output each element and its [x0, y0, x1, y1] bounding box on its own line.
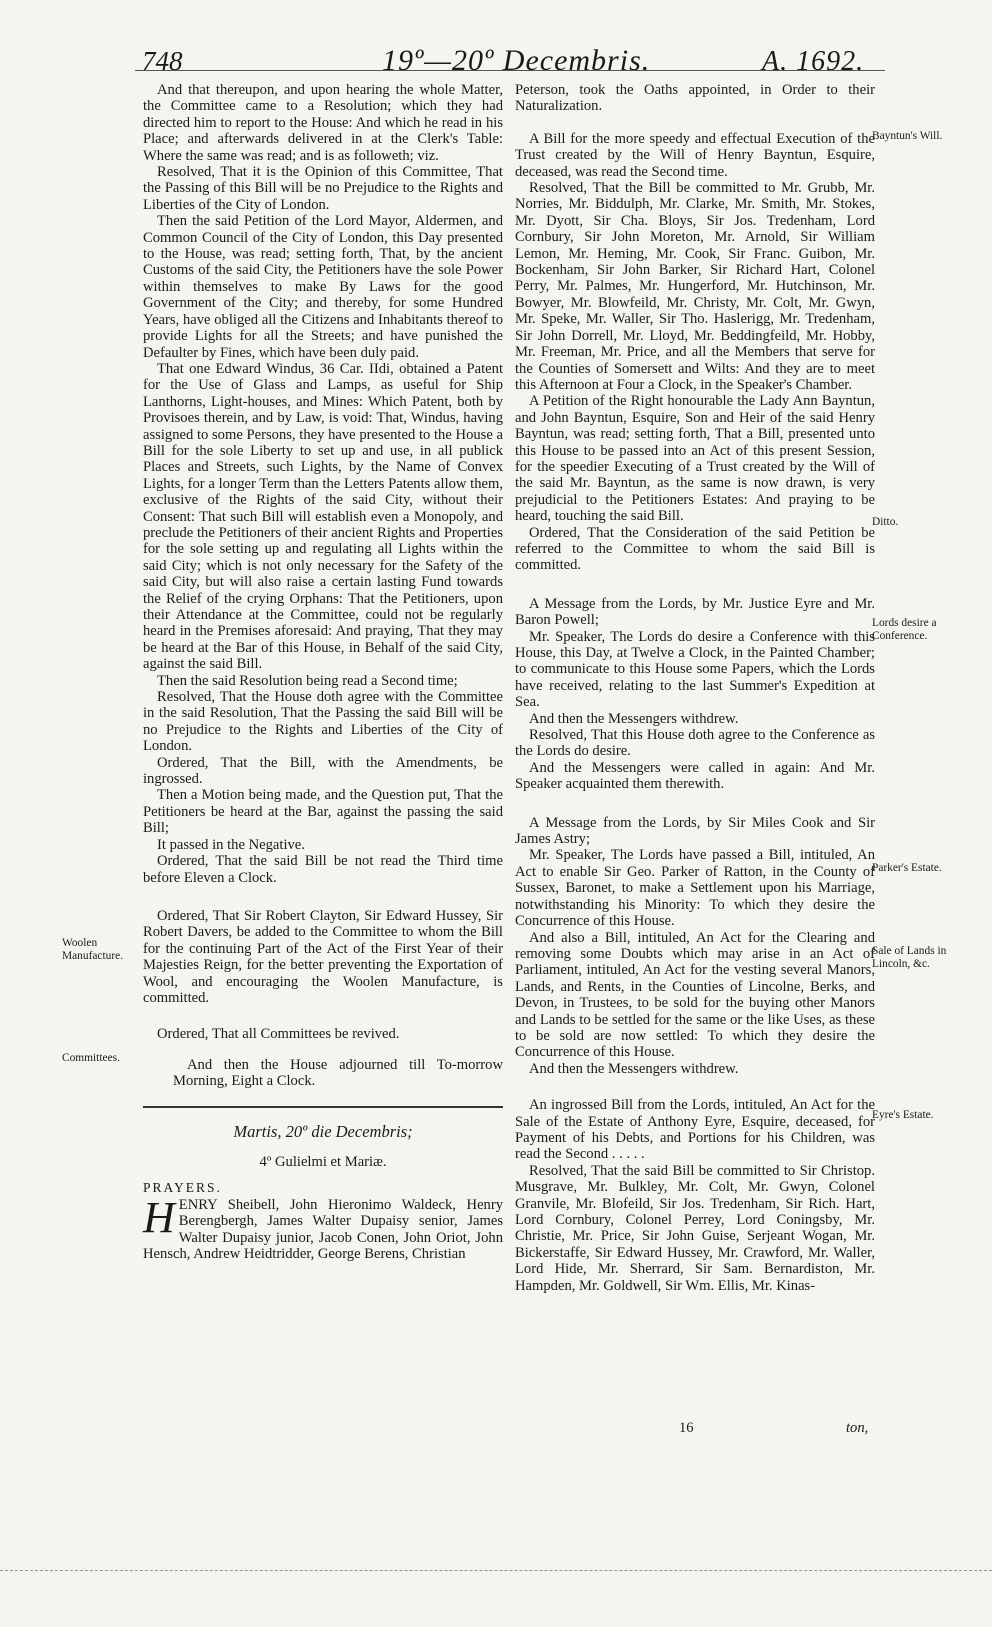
paragraph: Resolved, That the said Bill be committed to Sir Christop. Musgrave, Mr. Bulkley, Mr. Colt, Mr. Gwyn, Colonel Granvile, Mr. Blofeild, Sir Jos. Tredenham, Sir Rich. Hart, Lord Cornbury, Colonel Perrey, Lord Coningsby, Mr. Christie, Mr. Price, Sir John Guise, Serjeant Wogan, Mr. Bickerstaffe, Sir Edward Hussey, Mr. Crawford, Mr. Waller, Lord Hide, Mr. Sherrard, Sir Sam. Bernardiston, Mr. Hampden, Mr. Goldwell, Sir Wm. Ellis, Mr. Kinas- — [515, 1162, 875, 1294]
margin-note-woolen: Woolen Manufacture. — [62, 937, 124, 962]
paragraph: That one Edward Windus, 36 Car. IIdi, obtained a Patent for the Use of Glass and Lamps, as useful for Ship Lanthorns, Light-houses, and Mines: Which Patent, both by Provisoes therein, and by Law, is void: That, Windus, having assigned to some Persons, they have presented to the House a Bill for the sole Liberty to set up and use, in all publick Places and Streets, such Lights, by the Name of Convex Lights, for a longer Term than the Letters Patents allow them, exclusive of the Rights of the said City, without their Consent: That such Bill will establish even a Monopoly, and preclude the Petitioners of their ancient Rights and Properties for the sole setting up and regulating all Lights within the said City; which is not only necessary for the Safety of the said City, but will also raise a certain lasting Fund towards the Relief of the crying Orphans: That the Petitioners, upon their Attendance at the Committee, could not be regularly heard in the Premises aforesaid: And praying, That they may be heard at the Bar of this House, in Behalf of the said City, against the said Bill. — [143, 360, 503, 673]
margin-note-ditto: Ditto. — [872, 516, 899, 528]
right-column — [515, 82, 875, 1294]
paragraph: A Message from the Lords, by Mr. Justice Eyre and Mr. Baron Powell; — [515, 595, 875, 629]
paragraph: An ingrossed Bill from the Lords, intituled, An Act for the Sale of the Estate of Anthony Eyre, Esquire, deceased, for Payment of his Debts, and Portions for his Children, was read the Second . . . . . — [515, 1097, 875, 1163]
left-column — [143, 82, 503, 1262]
paragraph: Then the said Petition of the Lord Mayor, Aldermen, and Common Council of the City of London, this Day presented to the House, was read; setting forth, That, by the ancient Customs of the said City, the Petitioners have the sole Power within themselves to make By Laws for the good Government of the City; and thereby, for some Hundred Years, have obliged all the Citizens and Inhabitants thereof to provide Lights for all the Streets; and have punished the Defaulter by Fines, which have been duly paid. — [143, 213, 503, 361]
paragraph: Ordered, That the Bill, with the Amendments, be ingrossed. — [143, 754, 503, 788]
paragraph: Resolved, That the House doth agree with the Committee in the said Resolution, That the Passing the said Bill will be no Prejudice to the Rights and Liberties of the City of London. — [143, 689, 503, 755]
paragraph: It passed in the Negative. — [157, 836, 305, 853]
page-number: 748 — [142, 46, 183, 76]
signature-mark: 16 — [679, 1420, 694, 1436]
day-heading: Martis, 20º die Decembris; — [233, 1121, 413, 1141]
paragraph: A Bill for the more speedy and effectual Execution of the Trust created by the Will of Henry Bayntun, Esquire, deceased, was read the Second time. — [515, 130, 875, 180]
paragraph: Resolved, That the Bill be committed to Mr. Grubb, Mr. Norries, Mr. Biddulph, Mr. Clarke, Mr. Smith, Mr. Stokes, Mr. Dyott, Sir Cha. Bloys, Sir Jos. Tredenham, Lord Cornbury, Sir John Moreton, Mr. Arnold, Sir William Lemon, Mr. Heming, Mr. Cook, Sir Franc. Guibon, Mr. Bockenham, Sir John Barker, Sir Richard Hart, Colonel Perry, Mr. Palmes, Mr. Hungerford, Mr. Hutchinson, Mr. Bowyer, Mr. Blowfeild, Mr. Christy, Mr. Colt, Mr. Gwyn, Mr. Speke, Mr. Waller, Sir Tho. Haslerigg, Mr. Tredenham, Sir John Dorrell, Mr. Lloyd, Mr. Beddingfeild, Mr. Hobby, Mr. Freeman, Mr. Price, and all the Members that serve for the Counties of Somersett and Wilts: And they are to meet this Afternoon at Four a Clock, in the Speaker's Chamber. — [515, 180, 875, 393]
margin-note-lincoln: Sale of Lands in Lincoln, &c. — [872, 945, 947, 970]
paragraph: A Petition of the Right honourable the Lady Ann Bayntun, and John Bayntun, Esquire, Son and Heir of the said Henry Bayntun, was read; setting forth, That a Bill, presented unto this House to be passed into an Act of this present Session, for the speedier Executing of a Trust created by the Will of the said Mr. Bayntun, as the same is now drawn, is very prejudicial to the Petitioners Estates: And praying to be heard, touching the said Bill. — [515, 393, 875, 525]
paragraph: Mr. Speaker, The Lords do desire a Conference with this House, this Day, at Twelve a Clock, in the Painted Chamber; to communicate to this House some Papers, which the Lords have received, relating to the last Summer's Expedition at Sea. — [515, 628, 875, 711]
paragraph: Ordered, That the said Bill be not read the Third time before Eleven a Clock. — [143, 853, 503, 886]
prayers-heading: PRAYERS. — [143, 1180, 222, 1196]
paragraph: Ordered, That the Consideration of the said Petition be referred to the Committee to whom the said Bill is committed. — [515, 524, 875, 574]
section-divider — [143, 1106, 503, 1108]
paragraph: And that thereupon, and upon hearing the whole Matter, the Committee came to a Resolution; which they had directed him to report to the House: And which he read in his Place; and afterwards delivered in at the Clerk's Table: Where the same was read; and is as followeth; viz. — [143, 82, 503, 164]
paragraph: Then the said Resolution being read a Second time; — [157, 672, 458, 689]
page-title: 19º—20º Decembris. — [382, 44, 651, 77]
paragraph: Resolved, That this House doth agree to the Conference as the Lords do desire. — [515, 727, 875, 760]
paragraph: A Message from the Lords, by Sir Miles Cook and Sir James Astry; — [515, 814, 875, 848]
paragraph: Ordered, That all Committees be revived. — [157, 1026, 400, 1043]
reign-line: 4º Gulielmi et Mariæ. — [259, 1153, 387, 1170]
paragraph: Mr. Speaker, The Lords have passed a Bill, intituled, An Act to enable Sir Geo. Parker of Ratton, in the County of Sussex, Baronet, to make a Settlement upon his Marriage, notwithstanding his Minority: To which they desire the Concurrence of this House. — [515, 847, 875, 930]
paragraph: Ordered, That Sir Robert Clayton, Sir Edward Hussey, Sir Robert Davers, be added to the Committee to whom the Bill for the continuing Part of the Act of the First Year of their Majesties Reign, for the better preventing the Exportation of Wool, and encouraging the Woolen Manufacture, is committed. — [143, 907, 503, 1006]
margin-note-eyre: Eyre's Estate. — [872, 1109, 934, 1121]
paragraph: Peterson, took the Oaths appointed, in Order to their Naturalization. — [515, 82, 875, 115]
header-rule — [135, 70, 885, 71]
adjournment: And then the House adjourned till To-morrow Morning, Eight a Clock. — [173, 1056, 503, 1090]
margin-note-parker: Parker's Estate. — [872, 862, 942, 874]
paragraph: Then a Motion being made, and the Question put, That the Petitioners be heard at the Bar, against the passing the said Bill; — [143, 787, 503, 837]
paragraph-text: ENRY Sheibell, John Hieronimo Waldeck, Henry Berengbergh, James Walter Dupaisy senior, James Walter Dupaisy junior, Jacob Conen, John Oriot, John Hensch, Andrew Heidtridder, George Berens, Christian — [143, 1196, 503, 1262]
paragraph: And the Messengers were called in again: And Mr. Speaker acquainted them therewith. — [515, 759, 875, 793]
margin-note-lords-conference: Lords desire a Conference. — [872, 617, 937, 642]
paragraph — [143, 1192, 503, 1263]
page-header — [0, 20, 992, 77]
paragraph: And then the Messengers withdrew. — [529, 1060, 739, 1077]
margin-note-committees: Committees. — [62, 1052, 120, 1064]
page-edge-line — [0, 1570, 992, 1571]
page-year: A. 1692. — [762, 46, 865, 77]
margin-note-bayntun: Bayntun's Will. — [872, 130, 943, 142]
drop-cap: H — [143, 1192, 175, 1242]
paragraph: And then the Messengers withdrew. — [529, 710, 739, 727]
catchword: ton, — [846, 1420, 869, 1436]
paragraph: Resolved, That it is the Opinion of this Committee, That the Passing of this Bill will be no Prejudice to the Rights and Liberties of the City of London. — [143, 164, 503, 213]
paragraph: And also a Bill, intituled, An Act for the Clearing and removing some Doubts which may arise in an Act of Parliament, intituled, An Act for the vesting several Manors, Lands, and Rents, in the Counties of Lincolne, Berks, and Devon, in Trustees, to be sold for the buying other Manors and Lands to be settled for the same or the like Uses, as these to be sold are now settled: To which they desire the Concurrence of this House. — [515, 929, 875, 1061]
